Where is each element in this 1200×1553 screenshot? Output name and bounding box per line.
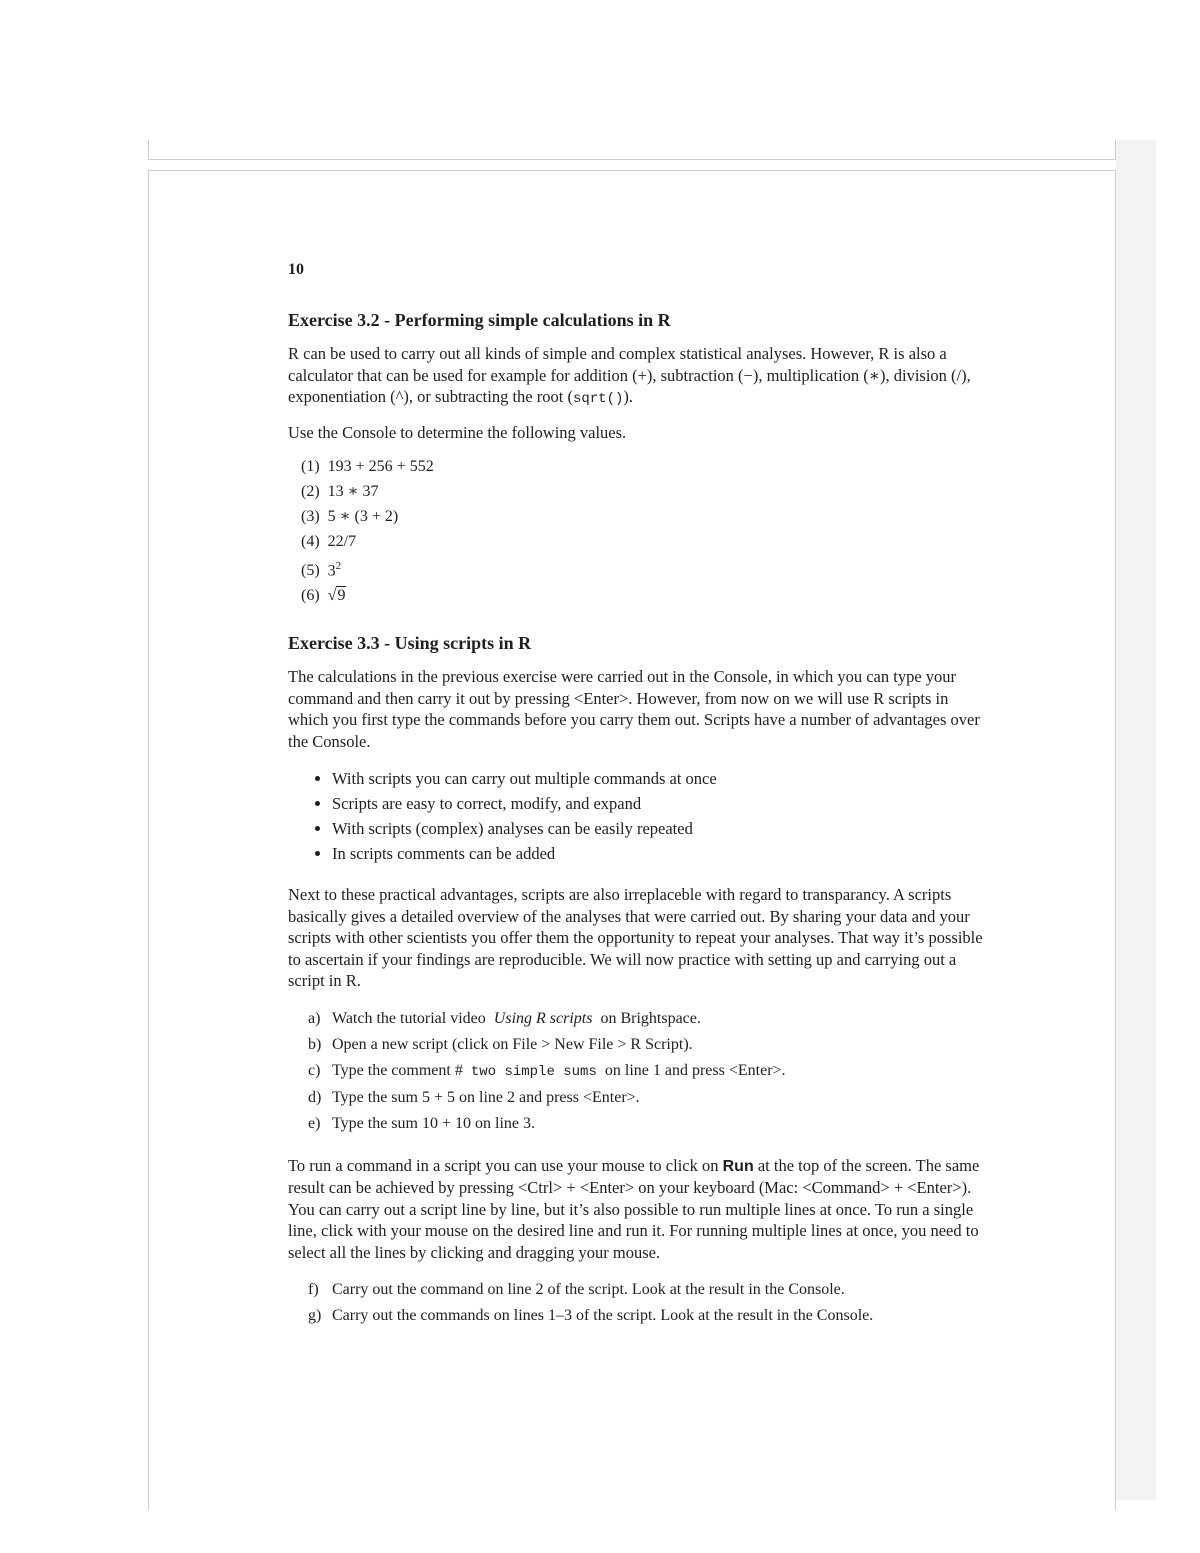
step-c xyxy=(308,1058,988,1085)
step-text xyxy=(332,1006,988,1032)
calculation-item xyxy=(301,529,988,554)
list-item: • With scripts you can carry out multiple commands at once xyxy=(332,766,988,791)
step-text: Type the sum 10 + 10 on line 3. xyxy=(332,1114,535,1132)
comment-code: two simple sums xyxy=(470,1063,597,1080)
step-text: Open a new script (click on File > New File > R Script). xyxy=(332,1035,693,1053)
step-text: Carry out the command on line 2 of the script. Look at the result in the Console. xyxy=(332,1281,845,1299)
square-root-radicand: 9 xyxy=(337,587,346,605)
calculation-item xyxy=(301,583,988,608)
step-text-part: on Brightspace. xyxy=(596,1009,701,1027)
step-text-part: Type the comment # xyxy=(332,1061,467,1079)
calculation-item xyxy=(301,504,988,529)
item-number: (6) xyxy=(301,587,320,605)
step-e xyxy=(308,1111,988,1137)
exercise-3-2-instruction: Use the Console to determine the following values. xyxy=(288,422,627,442)
paragraph-text: To run a command in a script you can use your mouse to click on xyxy=(288,1155,723,1175)
sqrt-code: sqrt() xyxy=(572,391,624,407)
item-number: (2) xyxy=(301,483,320,500)
item-number: (5) xyxy=(301,562,320,580)
step-text-part: on line 1 and press <Enter>. xyxy=(600,1061,786,1079)
power-base: 3 xyxy=(327,562,336,580)
calculation-expression: 13 ∗ 37 xyxy=(327,483,379,500)
step-text: Carry out the commands on lines 1–3 of the script. Look at the result in the Console. xyxy=(332,1307,874,1325)
list-item: • Scripts are easy to correct, modify, and expand xyxy=(332,791,988,816)
exercise-3-2-intro xyxy=(288,343,988,411)
intro-text: R can be used to carry out all kinds of simple and complex statistical analyses. However, R is also a calculator that can be used for example for addition (+), subtraction (−), multiplication (∗), division (/), exponentiation (^), or subtracting the root ( xyxy=(288,344,971,406)
step-f xyxy=(308,1277,988,1303)
step-text xyxy=(332,1058,988,1085)
script-advantages-list xyxy=(288,766,988,866)
steps-list-a-e xyxy=(288,1006,988,1137)
intro-text-end: ). xyxy=(623,387,634,406)
step-text: Type the sum 5 + 5 on line 2 and press <Enter>. xyxy=(332,1088,640,1106)
power-exponent: 2 xyxy=(335,560,342,572)
run-keyword: Run xyxy=(722,1157,754,1175)
exercise-3-3-paragraph-3 xyxy=(288,1155,988,1264)
item-number: (3) xyxy=(301,508,320,525)
previous-page-edge xyxy=(148,140,1116,160)
step-marker: e) xyxy=(308,1114,321,1132)
page-content xyxy=(288,261,988,1347)
exercise-3-3-paragraph-2: Next to these practical advantages, scripts are also irreplaceble with regard to transparancy. A scripts basically gives a detailed overview of the analyses that were carried out. By sharing your data and your scripts with other scientists you offer them the opportunity to repeat your analyses. That way it’s possible to ascertain if your findings are reproducible. We will now practice with setting up and carrying out a script in R. xyxy=(288,885,983,991)
paragraph-text: at the top of the screen. The same result can be achieved by pressing <Ctrl> + <Enter> on your keyboard (Mac: <Command> + <Enter>). You can carry out a script line by line, but it’s also possible to run multiple lines at once. To run a single line, click with your mouse on the desired line and run it. For running multiple lines at once, you need to select all the lines by clicking and dragging your mouse. xyxy=(288,1155,980,1262)
calculation-expression: 22/7 xyxy=(327,533,357,550)
step-marker: d) xyxy=(308,1088,322,1106)
step-marker: c) xyxy=(308,1061,321,1079)
step-marker: f) xyxy=(308,1281,319,1299)
calculation-item xyxy=(301,554,988,583)
list-item: • In scripts comments can be added xyxy=(332,841,988,866)
calculation-expression: 5 ∗ (3 + 2) xyxy=(327,508,399,525)
calculation-item xyxy=(301,479,988,504)
viewer-scroll-gutter[interactable] xyxy=(1116,140,1156,1500)
steps-list-f-g xyxy=(288,1277,988,1329)
video-title: Using R scripts xyxy=(493,1009,593,1027)
list-item: • With scripts (complex) analyses can be easily repeated xyxy=(332,816,988,841)
calculation-item xyxy=(301,454,988,479)
item-number: (1) xyxy=(301,458,320,475)
step-a xyxy=(308,1006,988,1032)
calculation-list xyxy=(288,454,988,608)
square-root-sign: √ xyxy=(327,587,337,605)
page-number: 10 xyxy=(288,261,304,278)
document-page xyxy=(148,170,1116,1510)
step-marker: a) xyxy=(308,1009,321,1027)
calculation-expression: 193 + 256 + 552 xyxy=(327,458,434,475)
exercise-3-2-heading: Exercise 3.2 - Performing simple calculations in R xyxy=(288,310,671,330)
step-marker: b) xyxy=(308,1035,322,1053)
step-marker: g) xyxy=(308,1307,322,1325)
step-g xyxy=(308,1303,988,1329)
exercise-3-3-heading: Exercise 3.3 - Using scripts in R xyxy=(288,633,532,654)
step-text-part: Watch the tutorial video xyxy=(332,1009,490,1027)
item-number: (4) xyxy=(301,533,320,550)
exercise-3-3-paragraph-1: The calculations in the previous exercise were carried out in the Console, in which you can type your command and then carry it out by pressing <Enter>. However, from now on we will use R scripts in which you first type the commands before you carry them out. Scripts have a number of advantages over the Console. xyxy=(288,667,980,751)
step-b xyxy=(308,1032,988,1058)
step-d xyxy=(308,1085,988,1111)
